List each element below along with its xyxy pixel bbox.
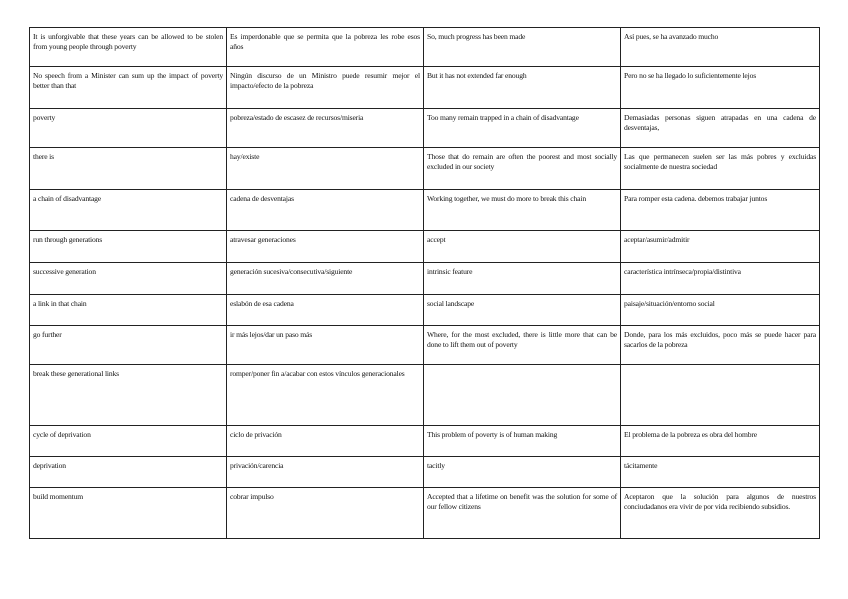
english-term-cell: So, much progress has been made <box>424 28 621 67</box>
spanish-translation-cell: cadena de desventajas <box>227 190 424 231</box>
english-term-cell: Too many remain trapped in a chain of disadvantage <box>424 109 621 148</box>
spanish-translation-cell: ciclo de privación <box>227 426 424 457</box>
spanish-translation-cell: atravesar generaciones <box>227 231 424 263</box>
english-term-cell: a chain of disadvantage <box>30 190 227 231</box>
spanish-translation-cell: pobreza/estado de escasez de recursos/miseria <box>227 109 424 148</box>
table-row <box>30 148 820 190</box>
table-row <box>30 457 820 488</box>
spanish-translation-cell: tácitamente <box>621 457 820 488</box>
table-row <box>30 295 820 326</box>
english-term-cell: tacitly <box>424 457 621 488</box>
english-term-cell: cycle of deprivation <box>30 426 227 457</box>
spanish-translation-cell: Ningún discurso de un Ministro puede resumir mejor el impacto/efecto de la pobreza <box>227 67 424 109</box>
table-row <box>30 365 820 426</box>
spanish-translation-cell: privación/carencia <box>227 457 424 488</box>
table-row <box>30 109 820 148</box>
english-term-cell: build momentum <box>30 488 227 539</box>
english-term-cell: No speech from a Minister can sum up the impact of poverty better than that <box>30 67 227 109</box>
table-row <box>30 263 820 295</box>
english-term-cell: intrinsic feature <box>424 263 621 295</box>
english-term-cell: Those that do remain are often the poorest and most socially excluded in our society <box>424 148 621 190</box>
spanish-translation-cell: Pero no se ha llegado lo suficientemente lejos <box>621 67 820 109</box>
spanish-translation-cell: romper/poner fin a/acabar con estos vínculos generacionales <box>227 365 424 426</box>
spanish-translation-cell: Las que permanecen suelen ser las más pobres y excluidas socialmente de nuestra sociedad <box>621 148 820 190</box>
table-row <box>30 231 820 263</box>
spanish-translation-cell <box>621 365 820 426</box>
english-term-cell: there is <box>30 148 227 190</box>
spanish-translation-cell: hay/existe <box>227 148 424 190</box>
spanish-translation-cell: Así pues, se ha avanzado mucho <box>621 28 820 67</box>
english-term-cell: But it has not extended far enough <box>424 67 621 109</box>
english-term-cell: Where, for the most excluded, there is little more that can be done to lift them out of poverty <box>424 326 621 365</box>
glossary-sheet <box>29 27 819 539</box>
spanish-translation-cell: Es imperdonable que se permita que la pobreza les robe esos años <box>227 28 424 67</box>
spanish-translation-cell: aceptar/asumir/admitir <box>621 231 820 263</box>
table-row <box>30 67 820 109</box>
english-term-cell: a link in that chain <box>30 295 227 326</box>
table-row <box>30 426 820 457</box>
english-term-cell: break these generational links <box>30 365 227 426</box>
table-row <box>30 326 820 365</box>
spanish-translation-cell: El problema de la pobreza es obra del hombre <box>621 426 820 457</box>
english-term-cell: poverty <box>30 109 227 148</box>
spanish-translation-cell: ir más lejos/dar un paso más <box>227 326 424 365</box>
english-term-cell: accept <box>424 231 621 263</box>
english-term-cell: It is unforgivable that these years can be allowed to be stolen from young people through poverty <box>30 28 227 67</box>
english-term-cell: Accepted that a lifetime on benefit was the solution for some of our fellow citizens <box>424 488 621 539</box>
english-term-cell <box>424 365 621 426</box>
spanish-translation-cell: eslabón de esa cadena <box>227 295 424 326</box>
spanish-translation-cell: Donde, para los más excluidos, poco más se puede hacer para sacarlos de la pobreza <box>621 326 820 365</box>
spanish-translation-cell: Aceptaron que la solución para algunos de nuestros conciudadanos era vivir de por vida recibiendo subsidios. <box>621 488 820 539</box>
english-term-cell: Working together, we must do more to break this chain <box>424 190 621 231</box>
english-term-cell: run through generations <box>30 231 227 263</box>
spanish-translation-cell: Para romper esta cadena. debemos trabajar juntos <box>621 190 820 231</box>
english-term-cell: social landscape <box>424 295 621 326</box>
table-row <box>30 190 820 231</box>
english-term-cell: successive generation <box>30 263 227 295</box>
spanish-translation-cell: característica intrínseca/propia/distintiva <box>621 263 820 295</box>
spanish-translation-cell: paisaje/situación/entorno social <box>621 295 820 326</box>
english-term-cell: This problem of poverty is of human making <box>424 426 621 457</box>
table-row <box>30 28 820 67</box>
spanish-translation-cell: cobrar impulso <box>227 488 424 539</box>
table-row <box>30 488 820 539</box>
english-term-cell: deprivation <box>30 457 227 488</box>
english-term-cell: go further <box>30 326 227 365</box>
glossary-table <box>29 27 820 539</box>
spanish-translation-cell: generación sucesiva/consecutiva/siguiente <box>227 263 424 295</box>
spanish-translation-cell: Demasiadas personas siguen atrapadas en una cadena de desventajas, <box>621 109 820 148</box>
